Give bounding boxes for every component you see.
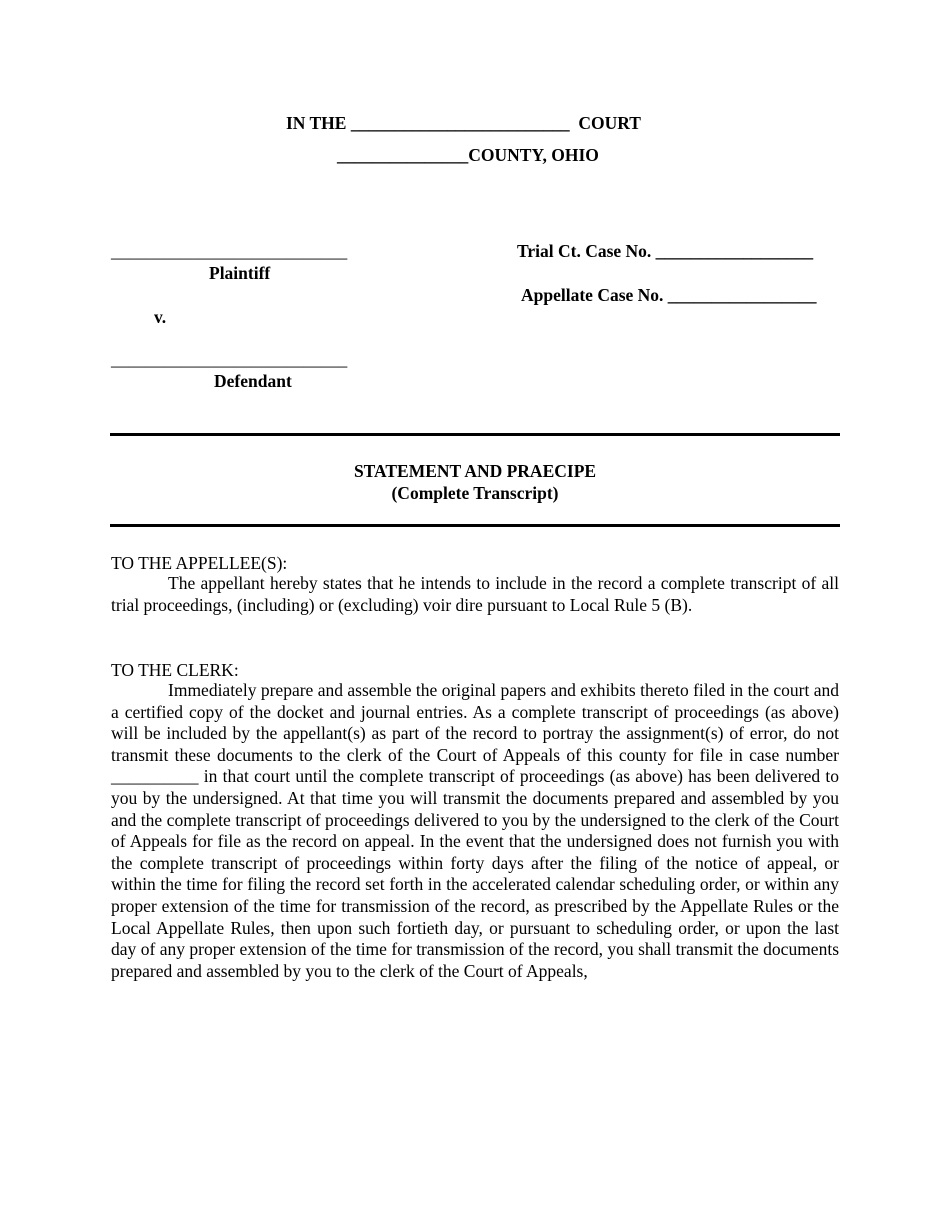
trial-case-number: Trial Ct. Case No. __________________ — [517, 241, 814, 261]
appellee-heading: TO THE APPELLEE(S): — [111, 553, 288, 573]
appellee-paragraph — [111, 573, 839, 616]
document-subtitle: (Complete Transcript) — [391, 483, 559, 503]
plaintiff-label: Plaintiff — [209, 263, 271, 283]
clerk-paragraph — [111, 680, 839, 982]
plaintiff-blank: ___________________________ — [111, 241, 348, 261]
county-line: _______________COUNTY, OHIO — [337, 145, 599, 165]
defendant-label: Defendant — [214, 371, 292, 391]
appellate-case-number: Appellate Case No. _________________ — [521, 285, 817, 305]
top-rule — [110, 433, 840, 436]
clerk-heading: TO THE CLERK: — [111, 660, 239, 680]
document-title: STATEMENT AND PRAECIPE — [353, 461, 597, 481]
court-line: IN THE _________________________ COURT — [286, 113, 641, 133]
appellee-paragraph-text: The appellant hereby states that he intends to include in the record a complete transcript of all trial proceedings, (including) or (excluding) voir dire pursuant to Local Rule 5 (B). — [111, 573, 839, 615]
clerk-paragraph-text: Immediately prepare and assemble the original papers and exhibits thereto filed in the court and a certified copy of the docket and journal entries. As a complete transcript of proceedings (as above) will be included by the appellant(s) as part of the record to portray the assignment(s) of error, do not transmit these documents to the clerk of the Court of Appeals of this county for file in case number __________ in that court until the complete transcript of proceedings (as above) has been delivered to you by the undersigned. At that time you will transmit the documents prepared and assembled by you and the complete transcript of proceedings delivered to you by the undersigned to the clerk of the Court of Appeals for file as the record on appeal. In the event that the undersigned does not furnish you with the complete transcript of proceedings within forty days after the filing of the notice of appeal, or within the time for filing the record set forth in the accelerated calendar scheduling order, or within any proper extension of the time for transmission of the record, as prescribed by the Appellate Rules or the Local Appellate Rules, then upon such fortieth day, or pursuant to scheduling order, or upon the last day of any proper extension of the time for transmission of the record, you shall transmit the documents prepared and assembled by you to the clerk of the Court of Appeals, — [111, 680, 839, 981]
versus-label: v. — [154, 307, 167, 327]
bottom-rule — [110, 524, 840, 527]
defendant-blank: ___________________________ — [111, 349, 348, 369]
